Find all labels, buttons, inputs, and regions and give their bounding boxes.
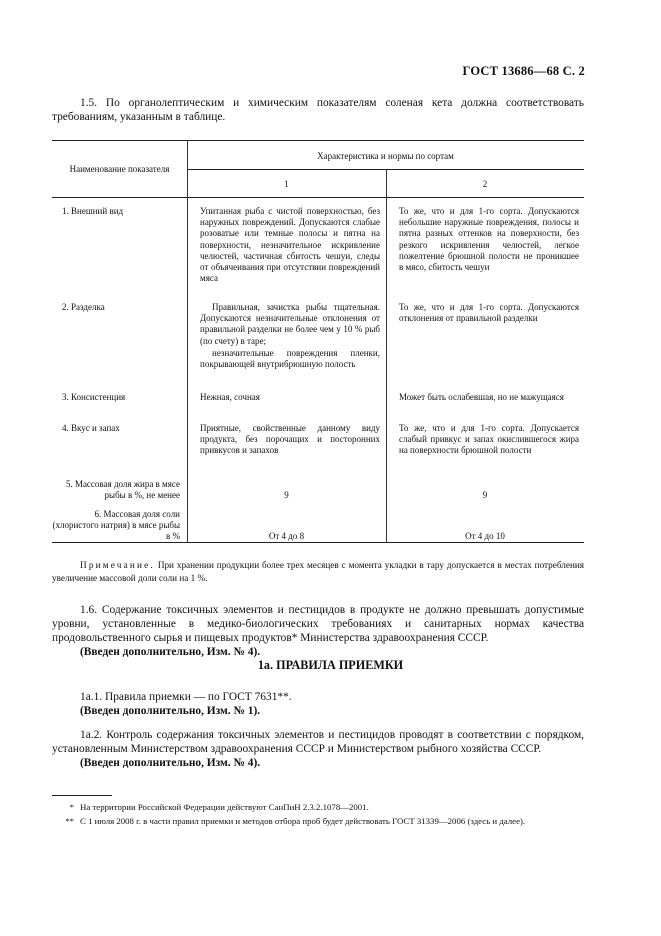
paragraph-1a-1-intro: (Введен дополнительно, Изм. № 1). [80,705,261,717]
table-bottom-rule [52,542,584,543]
row-4-grade-2: То же, что и для 1-го сорта. Допускается слабый привкус и запах окислившегося жира на поверхности брюшной полости [399,423,579,456]
row-3-grade-2: Может быть ослабевшая, но не мажущаяся [399,392,564,402]
col-header-grade-2: 2 [482,179,488,189]
paragraph-1-6-intro: (Введен дополнительно, Изм. № 4). [80,646,261,658]
row-6-grade-2: От 4 до 10 [465,531,505,541]
row-5-name: 5. Массовая доля жира в мясе рыбы в %, не менее [65,479,180,501]
section-title: 1а. ПРАВИЛА ПРИЕМКИ [257,658,404,672]
footnote-2-text: С 1 июля 2008 г. в части правил приемки и методов отбора проб будет действовать ГОСТ 31339—2006 (здесь и далее). [80,816,526,826]
table-top-rule [52,140,584,141]
paragraph-1a-2-intro: (Введен дополнительно, Изм. № 4). [80,757,261,769]
footnote-1-text: На территории Российской Федерации действуют СанПиН 2.3.2.1078—2001. [80,802,369,812]
note-label: Примечание. [80,560,155,570]
row-5-grade-1: 9 [284,490,289,500]
paragraph-1a-2-text: 1а.2. Контроль содержания токсичных элементов и пестицидов проводят в соответствии с порядком, установленным Министерством здравоохранения СССР и Министерством рыбного хозяйства СССР. [52,729,584,755]
col-header-name: Наименование показателя [69,164,170,174]
row-4-name: 4. Вкус и запах [62,423,120,433]
row-1-name: 1. Внешний вид [62,206,124,216]
footnote-1-mark: * [69,802,74,812]
row-3-grade-1: Нежная, сочная [200,392,260,402]
paragraph-1-6 [52,603,584,659]
table-note [52,559,584,584]
row-2-grade-1: Правильная, зачистка рыбы тщательная. Допускаются незначительные отклонения от правильной разделки не более чем у 10 % рыб (по счету) в таре; [200,302,380,346]
footnote-2-mark: ** [65,816,74,826]
row-3-name: 3. Консистенция [62,392,126,402]
col-header-grade-1: 1 [284,179,289,189]
row-1-grade-2: То же, что и для 1-го сорта. Допускаются небольшие наружные повреждения, полосы и пятна разных оттенков на поверхности, без резкого искривления челюстей, легкое пожелтение брюшной полости не проникшее в мясо, сбитость чешуи [399,206,579,273]
row-4-grade-1: Приятные, свойственные данному виду продукта, без порочащих и посторонних привкусов и запахов [200,423,380,456]
row-6-name: 6. Массовая доля соли (хлористого натрия) в мясе рыбы в % [52,509,180,542]
row-2-grade-2: То же, что и для 1-го сорта. Допускаются отклонения от правильной разделки [399,302,579,324]
footnote-2 [52,815,584,827]
paragraph-1a-2 [52,728,584,770]
table-header-bottom-rule [52,197,584,198]
paragraph-1a-1 [52,690,584,718]
row-2-name: 2. Разделка [62,302,105,312]
row-1-grade-1: Упитанная рыба с чистой поверхностью, без наружных повреждений. Допускаются слабые розоватые или темные полосы и пятна на поверхности, незначительное искривление челюстей, частичная сбитость чешуи, следы от объячеивания при отсутствии повреждений мяса [200,206,380,284]
footnote-rule [52,795,112,796]
page-header: ГОСТ 13686—68 С. 2 [462,64,585,78]
paragraph-1-5-text: 1.5. По органолептическим и химическим показателям соленая кета должна соответствовать требованиям, указанным в таблице. [52,97,584,123]
table-divider-right [386,169,387,542]
footnote-1 [52,801,584,813]
row-5-grade-2: 9 [482,490,488,500]
note-text: При хранении продукции более трех месяцев с момента укладки в тару допускается в местах потребления увеличение массовой доли соли на 1 %. [52,560,585,583]
row-6-grade-1: От 4 до 8 [268,531,305,541]
paragraph-1-6-text: 1.6. Содержание токсичных элементов и пестицидов в продукте не должно превышать допустимые уровни, установленные в медико-биологических требованиях и санитарных нормах качества продовольственного сырья и пищевых продуктов* Министерства здравоохранения СССР. [52,604,584,644]
paragraph-1a-1-text: 1а.1. Правила приемки — по ГОСТ 7631**. [80,691,292,703]
paragraph-1-5 [52,96,584,124]
row-2-grade-1-cont: незначительные повреждения пленки, покрывающей внутрибрюшную полость [200,348,380,370]
table-divider-left [187,140,188,542]
col-header-group: Характеристика и нормы по сортам [317,151,454,161]
